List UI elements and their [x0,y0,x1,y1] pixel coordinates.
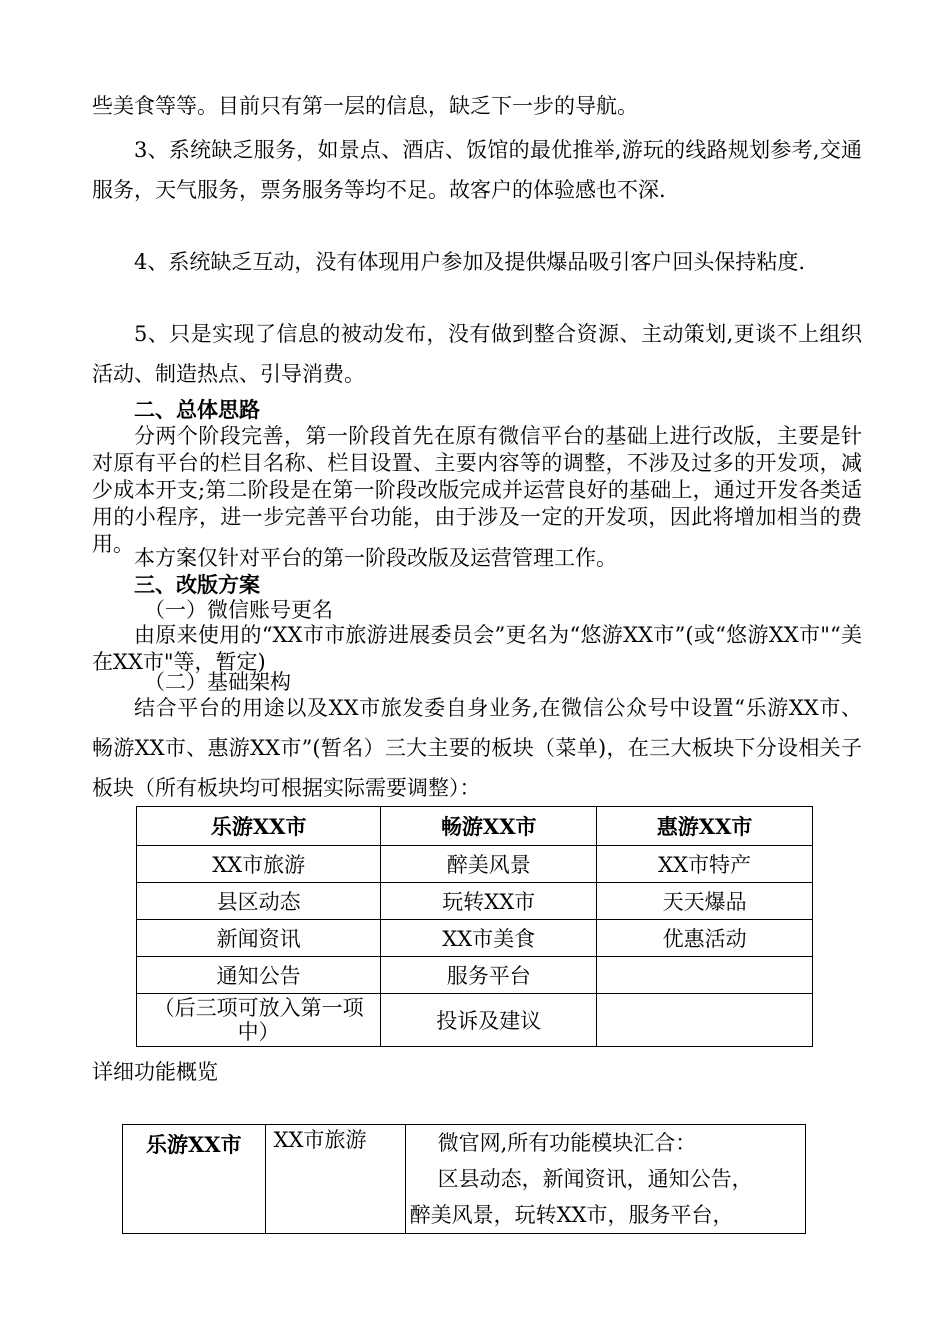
table-cell: 投诉及建议 [381,994,597,1047]
table-cell: 县区动态 [137,883,381,920]
table-cell [597,994,813,1047]
heading-revision-plan: 三、改版方案 [134,572,260,597]
table-cell: XX市旅游 [137,846,381,883]
table-cell: 玩转XX市 [381,883,597,920]
table-row [137,883,813,920]
table-cell: 优惠活动 [597,920,813,957]
paragraph-overall-approach: 分两个阶段完善，第一阶段首先在原有微信平台的基础上进行改版，主要是针对原有平台的栏目名称、栏目设置、主要内容等的调整，不涉及过多的开发项，减少成本开支;第二阶段是在第一阶段改版完成并运营良好的基础上，通过开发各类适用的小程序，进一步完善平台功能，由于涉及一定的开发项，因此将增加相当的费用。 [92,424,862,556]
paragraph-point-4: 4、系统缺乏互动，没有体现用户参加及提供爆品吸引客户回头保持粘度. [134,250,806,274]
table-row [137,957,813,994]
table-cell: 服务平台 [381,957,597,994]
table-cell: XX市特产 [597,846,813,883]
table-row [137,846,813,883]
header-cell: 畅游XX市 [381,807,597,846]
menu-structure-table [136,806,813,1047]
table-cell: （后三项可放入第一项中） [137,994,381,1047]
paragraph-scope: 本方案仅针对平台的第一阶段改版及运营管理工作。 [134,546,617,570]
header-cell: 乐游XX市 [137,807,381,846]
section-name: 乐游XX市 [145,1132,242,1157]
section-cell [123,1125,266,1234]
table-cell: 天天爆品 [597,883,813,920]
paragraph-point-5: 5、只是实现了信息的被动发布，没有做到整合资源、主动策划,更谈不上组织活动、制造热点、引导消费。 [92,322,862,386]
table-cell: 新闻资讯 [137,920,381,957]
subheading-account-rename: （一）微信账号更名 [144,598,333,622]
module-cell: XX市旅游 [265,1125,405,1234]
paragraph-point-3: 3、系统缺乏服务，如景点、酒店、饭馆的最优推举,游玩的线路规划参考,交通服务，天气服务，票务服务等均不足。故客户的体验感也不深. [92,138,862,202]
table-row [137,920,813,957]
description-line: 微官网,所有功能模块汇合： [437,1131,697,1155]
description-line: 区县动态，新闻资讯，通知公告， [437,1167,753,1191]
heading-overall-approach: 二、总体思路 [134,397,260,422]
table-header-row [137,807,813,846]
table-row [137,994,813,1047]
header-cell: 惠游XX市 [597,807,813,846]
table-cell: XX市美食 [381,920,597,957]
table-cell [597,957,813,994]
paragraph-detail-overview: 详细功能概览 [92,1060,218,1084]
table-row [123,1125,806,1234]
paragraph-account-rename: 由原来使用的“XX市市旅游进展委员会”更名为“悠游XX市”(或“悠游XX市"“美在XX市"等，暂定) [92,623,862,674]
table-cell: 醉美风景 [381,846,597,883]
description-cell [405,1125,805,1234]
description-line: 醉美风景，玩转XX市，服务平台， [409,1203,734,1227]
detail-function-table [122,1124,806,1234]
table-cell: 通知公告 [137,957,381,994]
subheading-basic-architecture: （二）基础架构 [144,670,291,694]
paragraph-architecture: 结合平台的用途以及XX市旅发委自身业务,在微信公众号中设置“乐游XX市、畅游XX市、惠游XX市”(暂名）三大主要的板块（菜单)，在三大板块下分设相关子板块（所有板块均可根据实际需要调整）： [92,696,862,800]
paragraph-top: 些美食等等。目前只有第一层的信息，缺乏下一步的导航。 [92,94,638,118]
